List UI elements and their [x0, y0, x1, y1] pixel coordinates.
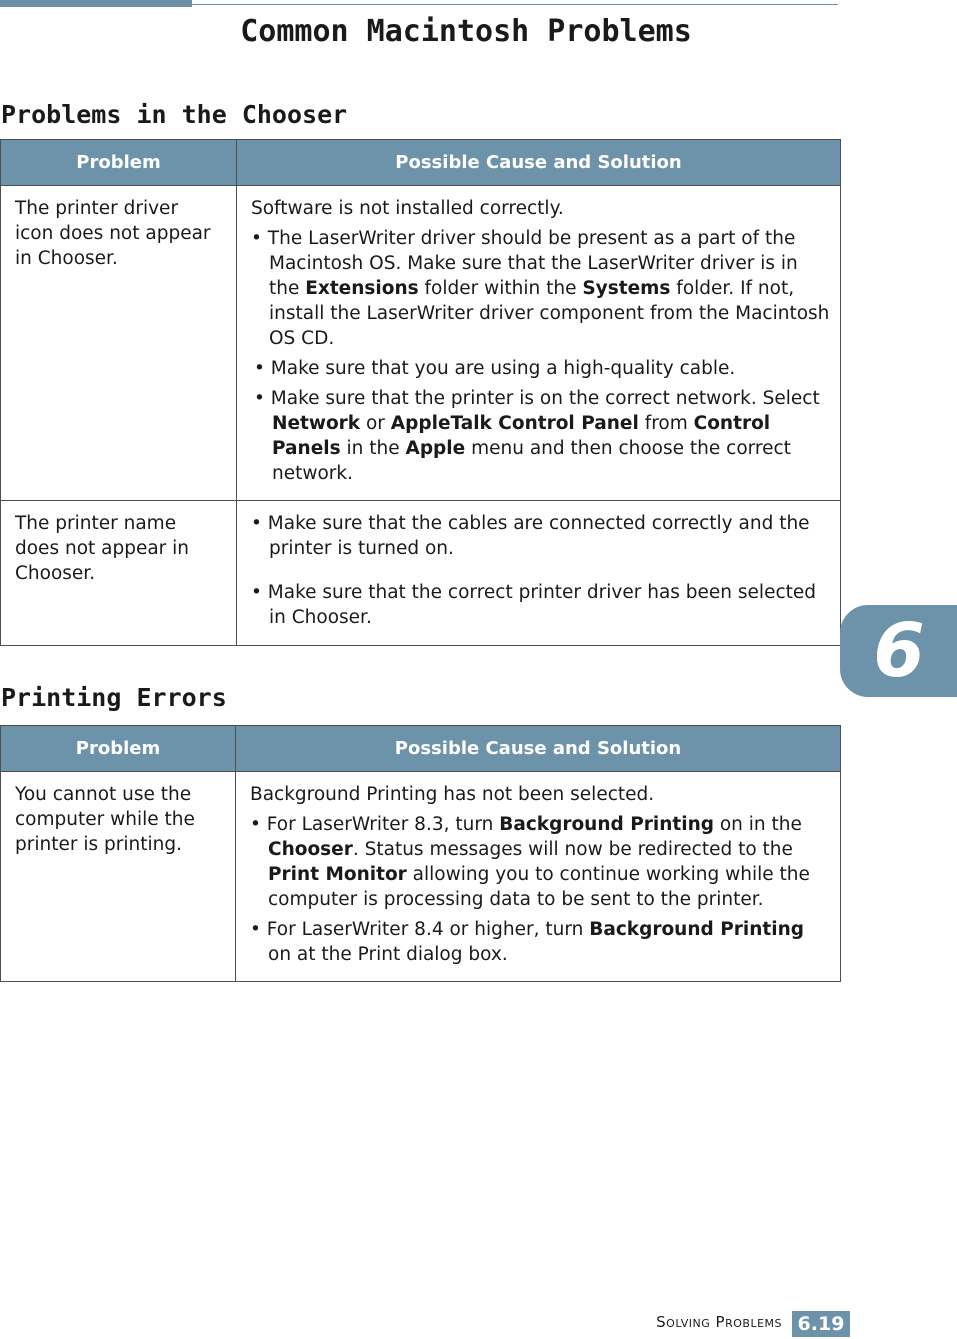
solution-cell	[237, 501, 841, 646]
table-row	[1, 772, 841, 982]
page-number-badge: 6.19	[792, 1311, 850, 1337]
page-title: Common Macintosh Problems	[240, 14, 692, 49]
section-heading-printing-errors: Printing Errors	[1, 683, 227, 712]
solution-bullet: • Make sure that the printer is on the correct network. Select Network or AppleTalk Control Panel from Control Panels in the Apple menu and then choose the correct network.	[254, 388, 820, 484]
table-header-row	[1, 140, 841, 186]
solution-cause: Background Printing has not been selected.	[250, 784, 655, 805]
solution-bullet: • For LaserWriter 8.3, turn Background Printing on in the Chooser. Status messages will now be redirected to the Print Monitor allowing you to continue working while the computer is processing data to be sent to the printer.	[250, 814, 810, 910]
solution-bullet: • The LaserWriter driver should be present as a part of the Macintosh OS. Make sure that the LaserWriter driver is in the Extensions folder within the Systems folder. If not, install the LaserWriter driver component from the Macintosh OS CD.	[251, 228, 830, 349]
header-accent-bar	[0, 0, 192, 7]
problem-cell: You cannot use the computer while the printer is printing.	[1, 772, 236, 982]
chapter-number: 6	[873, 608, 925, 694]
problem-cell: The printer driver icon does not appear in Chooser.	[1, 186, 237, 501]
solution-bullet: • For LaserWriter 8.4 or higher, turn Background Printing on at the Print dialog box.	[250, 919, 804, 965]
solution-bullet: • Make sure that you are using a high-quality cable.	[254, 358, 736, 379]
footer-section-label: Solving Problems	[656, 1313, 782, 1331]
section-heading-chooser: Problems in the Chooser	[1, 100, 348, 129]
column-header-solution: Possible Cause and Solution	[237, 140, 841, 186]
table-header-row	[1, 726, 841, 772]
printing-errors-table	[0, 725, 841, 982]
chapter-tab	[840, 605, 957, 697]
table-row	[1, 501, 841, 646]
solution-cell	[237, 186, 841, 501]
problem-cell: The printer name does not appear in Chooser.	[1, 501, 237, 646]
table-row	[1, 186, 841, 501]
column-header-problem: Problem	[1, 726, 236, 772]
chooser-problems-table	[0, 139, 841, 646]
solution-bullet: • Make sure that the correct printer driver has been selected in Chooser.	[251, 582, 817, 628]
column-header-solution: Possible Cause and Solution	[236, 726, 841, 772]
column-header-problem: Problem	[1, 140, 237, 186]
solution-cause: Software is not installed correctly.	[251, 198, 564, 219]
header-rule	[192, 4, 838, 5]
solution-cell	[236, 772, 841, 982]
solution-bullet: • Make sure that the cables are connected correctly and the printer is turned on.	[251, 513, 810, 559]
